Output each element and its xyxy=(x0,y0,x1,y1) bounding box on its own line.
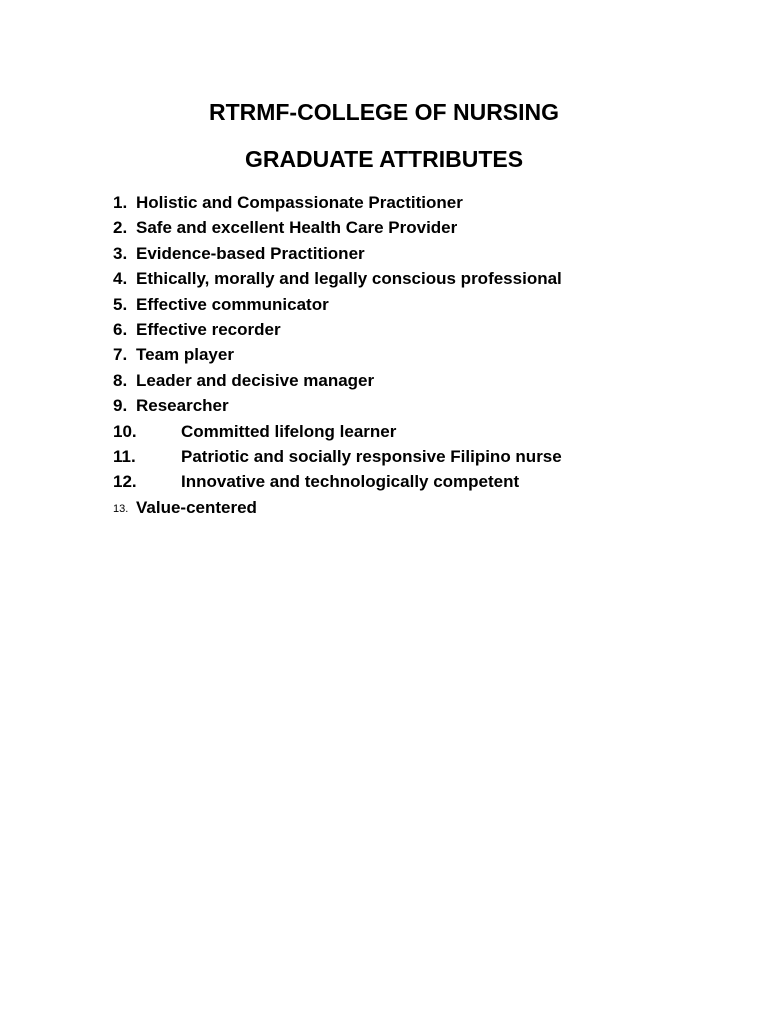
list-item-number: 1. xyxy=(113,193,128,212)
list-item-text: Innovative and technologically competent xyxy=(181,472,520,492)
list-item-number: 12. xyxy=(113,472,137,492)
list-item-text: Value-centered xyxy=(136,497,257,517)
list-item-number: 5. xyxy=(113,294,128,314)
list-item-text: Leader and decisive manager xyxy=(136,370,375,390)
list-item xyxy=(113,342,713,367)
list-item-text: Patriotic and socially responsive Filipino nurse xyxy=(181,446,562,466)
graduate-attributes-list xyxy=(113,190,713,520)
list-item xyxy=(113,317,713,342)
list-item-text: Researcher xyxy=(136,396,229,416)
list-item xyxy=(113,241,713,266)
list-item-number: 9. xyxy=(113,396,128,416)
list-item-number: 3. xyxy=(113,243,128,263)
list-item-text: Committed lifelong learner xyxy=(181,421,397,441)
list-item xyxy=(113,419,713,444)
list-item-text: Safe and excellent Health Care Provider xyxy=(136,218,458,238)
list-item xyxy=(113,190,713,215)
list-item-number: 13. xyxy=(113,502,129,515)
list-item-number: 8. xyxy=(113,370,128,390)
list-item-number: 10. xyxy=(113,421,137,441)
list-item xyxy=(113,292,713,317)
list-item-text: Effective recorder xyxy=(136,319,281,339)
list-item-text: Ethically, morally and legally conscious professional xyxy=(136,269,562,289)
list-item-number: 4. xyxy=(113,269,128,289)
list-item-text: Holistic and Compassionate Practitioner xyxy=(136,193,463,212)
list-item xyxy=(113,469,713,494)
list-item-text: Effective communicator xyxy=(136,294,329,314)
list-item-number: 11. xyxy=(113,446,136,466)
document-subtitle: GRADUATE ATTRIBUTES xyxy=(244,146,524,172)
list-item xyxy=(113,495,713,520)
list-item xyxy=(113,368,713,393)
list-item-text: Evidence-based Practitioner xyxy=(136,243,365,263)
list-item-text: Team player xyxy=(136,345,234,365)
list-item xyxy=(113,215,713,240)
list-item xyxy=(113,266,713,291)
document-title: RTRMF-COLLEGE OF NURSING xyxy=(208,99,560,125)
list-item xyxy=(113,444,713,469)
list-item-number: 2. xyxy=(113,218,128,238)
list-item-number: 7. xyxy=(113,345,128,365)
list-item-number: 6. xyxy=(113,319,128,339)
list-item xyxy=(113,393,713,418)
